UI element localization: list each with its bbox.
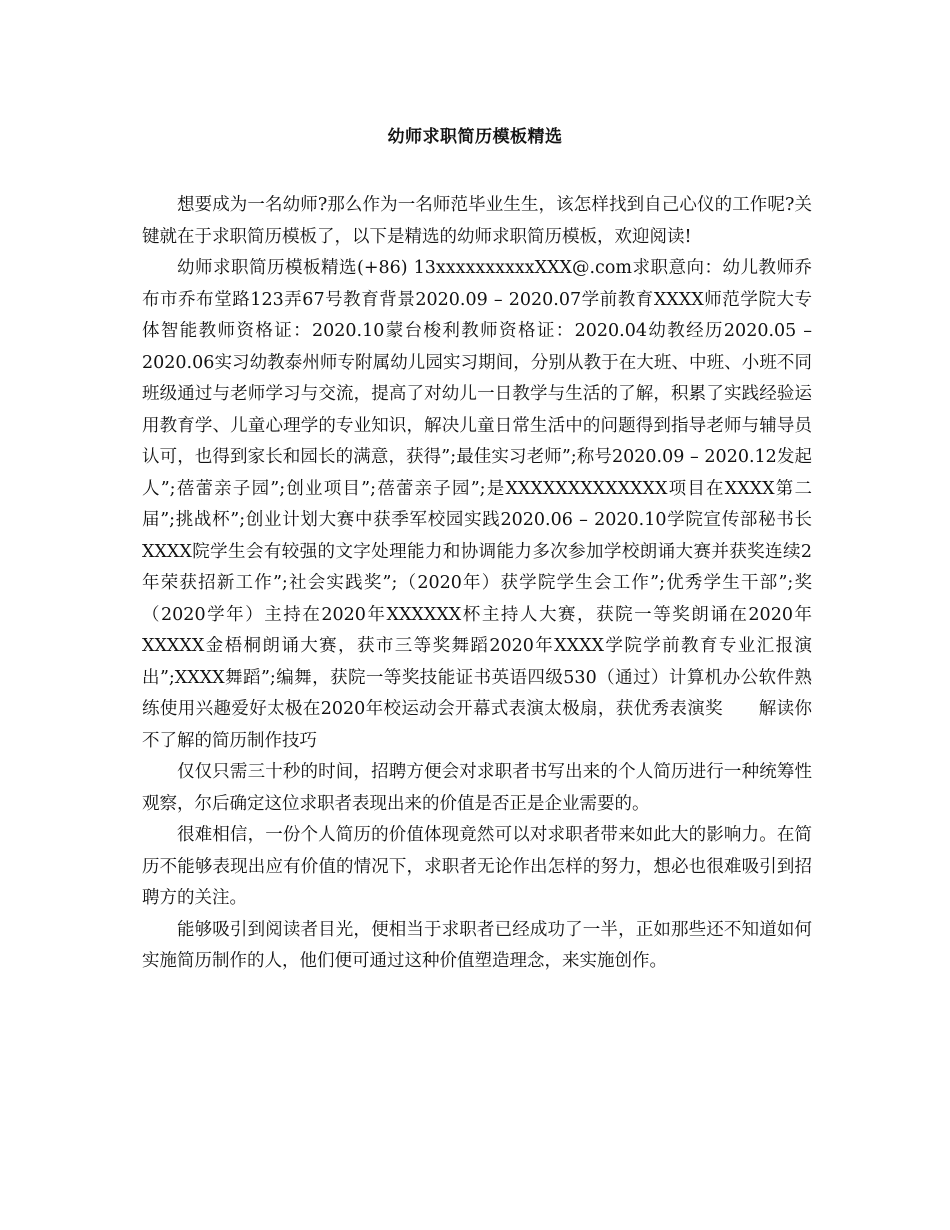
paragraph-attract-reader: 能够吸引到阅读者目光，便相当于求职者已经成功了一半，正如那些还不知道如何实施简历制作的人，他们便可通过这种价值塑造理念，来实施创作。 [142, 919, 812, 971]
paragraph-thirty-seconds: 仅仅只需三十秒的时间，招聘方便会对求职者书写出来的个人简历进行一种统筹性观察，尔后确定这位求职者表现出来的价值是否正是企业需要的。 [142, 762, 812, 814]
paragraph-resume-value: 很难相信，一份个人简历的价值体现竟然可以对求职者带来如此大的影响力。在简历不能够表现出应有价值的情况下，求职者无论作出怎样的努力，想必也很难吸引到招聘方的关注。 [142, 825, 812, 908]
paragraph-resume-template: 幼师求职简历模板精选(+86) 13xxxxxxxxxxXXX@.com求职意向：幼儿教师乔布市乔布堂路123弄67号教育背景2020.09 – 2020.07学前教育XXXX师范学院大专体智能教师资格证：2020.10蒙台梭利教师资格证：2020.04幼教经历2020.05 – 2020.06实习幼教泰州师专附属幼儿园实习期间，分别从教于在大班、中班、小班不同班级通过与老师学习与交流，提高了对幼儿一日教学与生活的了解，积累了实践经验运用教育学、儿童心理学的专业知识，解决儿童日常生活中的问题得到指导老师与辅导员认可，也得到家长和园长的满意，获得”;最佳实习老师”;称号2020.09 – 2020.12发起人”;蓓蕾亲子园”;创业项目”;蓓蕾亲子园”;是XXXXXXXXXXXXX项目在XXXX第二届”;挑战杯”;创业计划大赛中获季军校园实践2020.06 – 2020.10学院宣传部秘书长XXXX院学生会有较强的文字处理能力和协调能力多次参加学校朗诵大赛并获奖连续2年荣获招新工作”;社会实践奖”;（2020年）获学院学生会工作”;优秀学生干部”;奖（2020学年）主持在2020年XXXXXX杯主持人大赛，获院一等奖朗诵在2020年XXXXX金梧桐朗诵大赛，获市三等奖舞蹈2020年XXXX学院学前教育专业汇报演出”;XXXX舞蹈”;编舞，获院一等奖技能证书英语四级530（通过）计算机办公软件熟练使用兴趣爱好太极在2020年校运动会开幕式表演太极扇，获优秀表演奖 解读你不了解的简历制作技巧 [142, 258, 818, 751]
document-title: 幼师求职简历模板精选 [387, 127, 563, 147]
paragraph-intro: 想要成为一名幼师?那么作为一名师范毕业生生，该怎样找到自己心仪的工作呢?关键就在于求职简历模板了，以下是精选的幼师求职简历模板，欢迎阅读! [142, 195, 812, 247]
document-body [142, 190, 818, 978]
